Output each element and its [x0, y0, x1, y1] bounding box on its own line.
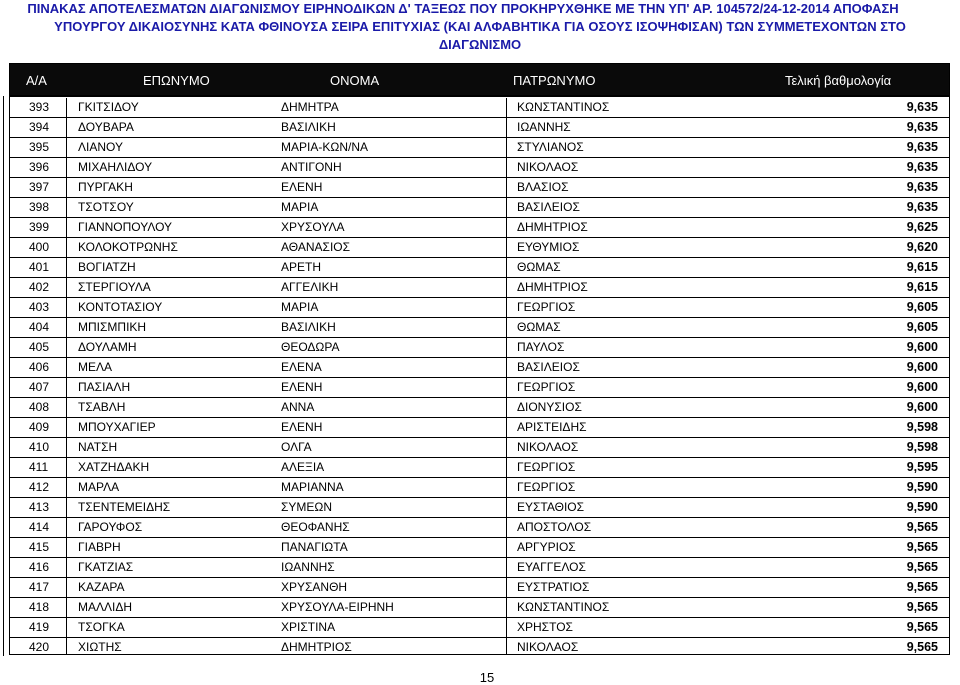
cell-name: ΑΛΕΞΙΑ [281, 460, 325, 474]
cell-surname: ΧΑΤΖΗΔΑΚΗ [66, 458, 270, 477]
cell-aa: 401 [29, 260, 50, 274]
cell-father-name: ΓΕΩΡΓΙΟΣ [506, 378, 750, 397]
cell-surname: ΓΙΑΒΡΗ [66, 538, 270, 557]
table-body [10, 98, 949, 655]
cell-name: ΑΝΤΙΓΟΝΗ [281, 160, 342, 174]
column-header-name: ΟΝΟΜΑ [330, 73, 380, 88]
cell-surname: ΔΟΥΒΑΡΑ [66, 118, 270, 137]
cell-surname: ΤΣΟΓΚΑ [66, 618, 270, 637]
cell-final-score: 9,600 [906, 380, 938, 394]
cell-final-score: 9,565 [906, 640, 938, 654]
cell-name: ΒΑΣΙΛΙΚΗ [281, 120, 336, 134]
cell-name: ΟΛΓΑ [281, 440, 312, 454]
cell-father-name: ΠΑΥΛΟΣ [506, 338, 750, 357]
cell-name: ΔΗΜΗΤΡΙΟΣ [281, 640, 352, 654]
cell-name: ΜΑΡΙΑ [281, 300, 319, 314]
table-row [10, 218, 949, 238]
cell-aa: 398 [29, 200, 50, 214]
cell-father-name: ΘΩΜΑΣ [506, 258, 750, 277]
cell-aa: 412 [29, 480, 50, 494]
cell-name: ΑΘΑΝΑΣΙΟΣ [281, 240, 351, 254]
table-row [10, 258, 949, 278]
table-row [10, 398, 949, 418]
cell-final-score: 9,605 [906, 300, 938, 314]
cell-name: ΜΑΡΙΑ-ΚΩΝ/ΝΑ [281, 140, 368, 154]
cell-father-name: ΑΡΙΣΤΕΙΔΗΣ [506, 418, 750, 437]
table-row [10, 598, 949, 618]
cell-aa: 416 [29, 560, 50, 574]
cell-final-score: 9,615 [906, 260, 938, 274]
table-row [10, 478, 949, 498]
cell-final-score: 9,605 [906, 320, 938, 334]
cell-final-score: 9,620 [906, 240, 938, 254]
cell-name: ΙΩΑΝΝΗΣ [281, 560, 335, 574]
cell-father-name: ΙΩΑΝΝΗΣ [506, 118, 750, 137]
column-header-aa: Α/Α [26, 73, 47, 88]
cell-final-score: 9,635 [906, 200, 938, 214]
cell-name: ΕΛΕΝΗ [281, 420, 323, 434]
cell-aa: 410 [29, 440, 50, 454]
cell-name: ΜΑΡΙΑ [281, 200, 319, 214]
cell-father-name: ΒΛΑΣΙΟΣ [506, 178, 750, 197]
cell-name: ΑΓΓΕΛΙΚΗ [281, 280, 339, 294]
cell-surname: ΔΟΥΛΑΜΗ [66, 338, 270, 357]
cell-aa: 393 [29, 100, 50, 114]
cell-name: ΧΡΥΣΟΥΛΑ-ΕΙΡΗΝΗ [281, 600, 394, 614]
cell-surname: ΧΙΩΤΗΣ [66, 638, 270, 655]
cell-father-name: ΣΤΥΛΙΑΝΟΣ [506, 138, 750, 157]
cell-name: ΔΗΜΗΤΡΑ [281, 100, 339, 114]
cell-surname: ΜΕΛΑ [66, 358, 270, 377]
table-row [10, 438, 949, 458]
table-row [10, 138, 949, 158]
cell-surname: ΠΥΡΓΑΚΗ [66, 178, 270, 197]
cell-name: ΘΕΟΦΑΝΗΣ [281, 520, 350, 534]
column-header-surname: ΕΠΩΝΥΜΟ [143, 73, 210, 88]
cell-father-name: ΚΩΝΣΤΑΝΤΙΝΟΣ [506, 598, 750, 617]
header-line-2: ΥΠΟΥΡΓΟΥ ΔΙΚΑΙΟΣΥΝΗΣ ΚΑΤΑ ΦΘΙΝΟΥΣΑ ΣΕΙΡΑ ΕΠΙΤΥΧΙΑΣ (ΚΑΙ ΑΛΦΑΒΗΤΙΚΑ ΓΙΑ ΟΣΟΥΣ ΙΣΟΨΗΦΙΣΑΝ) ΤΩΝ ΣΥΜΜΕΤΕΧΟΝΤΩΝ ΣΤΟ [54, 19, 906, 34]
cell-name: ΧΡΙΣΤΙΝΑ [281, 620, 336, 634]
cell-surname: ΚΑΖΑΡΑ [66, 578, 270, 597]
header-line-3: ΔΙΑΓΩΝΙΣΜΟ [438, 37, 522, 52]
cell-father-name: ΔΙΟΝΥΣΙΟΣ [506, 398, 750, 417]
cell-father-name: ΝΙΚΟΛΑΟΣ [506, 638, 750, 655]
cell-name: ΧΡΥΣΟΥΛΑ [281, 220, 345, 234]
cell-final-score: 9,590 [906, 500, 938, 514]
cell-father-name: ΔΗΜΗΤΡΙΟΣ [506, 278, 750, 297]
cell-name: ΕΛΕΝΑ [281, 360, 322, 374]
cell-father-name: ΑΠΟΣΤΟΛΟΣ [506, 518, 750, 537]
cell-final-score: 9,598 [906, 420, 938, 434]
table-row [10, 538, 949, 558]
cell-father-name: ΘΩΜΑΣ [506, 318, 750, 337]
document-header [0, 0, 960, 56]
cell-final-score: 9,600 [906, 340, 938, 354]
cell-final-score: 9,590 [906, 480, 938, 494]
table-row [10, 638, 949, 655]
cell-aa: 408 [29, 400, 50, 414]
cell-name: ΧΡΥΣΑΝΘΗ [281, 580, 348, 594]
cell-aa: 415 [29, 540, 50, 554]
cell-father-name: ΧΡΗΣΤΟΣ [506, 618, 750, 637]
cell-final-score: 9,615 [906, 280, 938, 294]
header-line-1: ΠΙΝΑΚΑΣ ΑΠΟΤΕΛΕΣΜΑΤΩΝ ΔΙΑΓΩΝΙΣΜΟΥ ΕΙΡΗΝΟΔΙΚΩΝ Δ' ΤΑΞΕΩΣ ΠΟΥ ΠΡΟΚΗΡΥΧΘΗΚΕ ΜΕ ΤΗΝ ΥΠ' ΑΡ. 104572/24-12-2014 ΑΠΟΦΑΣΗ [27, 1, 899, 16]
table-row [10, 618, 949, 638]
cell-final-score: 9,635 [906, 160, 938, 174]
cell-surname: ΜΑΛΛΙΔΗ [66, 598, 270, 617]
table-row [10, 318, 949, 338]
cell-final-score: 9,635 [906, 180, 938, 194]
cell-surname: ΓΚΑΤΖΙΑΣ [66, 558, 270, 577]
cell-final-score: 9,600 [906, 360, 938, 374]
cell-surname: ΜΠΟΥΧΑΓΙΕΡ [66, 418, 270, 437]
cell-surname: ΜΠΙΣΜΠΙΚΗ [66, 318, 270, 337]
cell-final-score: 9,565 [906, 540, 938, 554]
table-row [10, 558, 949, 578]
cell-final-score: 9,565 [906, 560, 938, 574]
table-row [10, 418, 949, 438]
cell-final-score: 9,635 [906, 120, 938, 134]
cell-final-score: 9,625 [906, 220, 938, 234]
cell-surname: ΚΟΝΤΟΤΑΣΙΟΥ [66, 298, 270, 317]
cell-father-name: ΕΥΣΤΡΑΤΙΟΣ [506, 578, 750, 597]
cell-surname: ΓΙΑΝΝΟΠΟΥΛΟΥ [66, 218, 270, 237]
cell-aa: 411 [29, 460, 49, 474]
table-row [10, 238, 949, 258]
cell-aa: 400 [29, 240, 50, 254]
cell-father-name: ΝΙΚΟΛΑΟΣ [506, 158, 750, 177]
cell-surname: ΒΟΓΙΑΤΖΗ [66, 258, 270, 277]
cell-aa: 402 [29, 280, 50, 294]
cell-aa: 417 [29, 580, 50, 594]
column-header-final-score: Τελική βαθμολογία [785, 73, 892, 88]
cell-surname: ΓΚΙΤΣΙΔΟΥ [66, 98, 270, 117]
column-header-father-name: ΠΑΤΡΩΝΥΜΟ [513, 73, 596, 88]
cell-final-score: 9,598 [906, 440, 938, 454]
cell-name: ΣΥΜΕΩΝ [281, 500, 333, 514]
cell-aa: 396 [29, 160, 50, 174]
cell-final-score: 9,600 [906, 400, 938, 414]
cell-final-score: 9,565 [906, 580, 938, 594]
cell-surname: ΠΑΣΙΑΛΗ [66, 378, 270, 397]
cell-aa: 403 [29, 300, 50, 314]
cell-aa: 407 [29, 380, 50, 394]
cell-surname: ΜΙΧΑΗΛΙΔΟΥ [66, 158, 270, 177]
cell-aa: 419 [29, 620, 50, 634]
cell-surname: ΜΑΡΛΑ [66, 478, 270, 497]
cell-father-name: ΕΥΣΤΑΘΙΟΣ [506, 498, 750, 517]
table-row [10, 458, 949, 478]
cell-father-name: ΕΥΑΓΓΕΛΟΣ [506, 558, 750, 577]
left-border-line [3, 96, 4, 656]
cell-final-score: 9,565 [906, 520, 938, 534]
cell-surname: ΤΣΟΤΣΟΥ [66, 198, 270, 217]
table-row [10, 378, 949, 398]
cell-aa: 414 [29, 520, 50, 534]
cell-name: ΑΡΕΤΗ [281, 260, 322, 274]
table-row [10, 158, 949, 178]
table-row [10, 358, 949, 378]
cell-aa: 395 [29, 140, 50, 154]
cell-surname: ΚΟΛΟΚΟΤΡΩΝΗΣ [66, 238, 270, 257]
cell-aa: 413 [29, 500, 50, 514]
cell-final-score: 9,565 [906, 620, 938, 634]
table-row [10, 518, 949, 538]
cell-aa: 404 [29, 320, 50, 334]
cell-aa: 409 [29, 420, 50, 434]
cell-father-name: ΚΩΝΣΤΑΝΤΙΝΟΣ [506, 98, 750, 117]
cell-name: ΠΑΝΑΓΙΩΤΑ [281, 540, 348, 554]
table-header-row [10, 64, 949, 97]
cell-name: ΘΕΟΔΩΡΑ [281, 340, 340, 354]
results-table [9, 63, 950, 655]
cell-father-name: ΓΕΩΡΓΙΟΣ [506, 298, 750, 317]
cell-final-score: 9,595 [906, 460, 938, 474]
cell-aa: 397 [29, 180, 50, 194]
table-row [10, 578, 949, 598]
cell-name: ΕΛΕΝΗ [281, 380, 323, 394]
cell-surname: ΝΑΤΣΗ [66, 438, 270, 457]
cell-aa: 394 [29, 120, 50, 134]
cell-final-score: 9,635 [906, 100, 938, 114]
cell-father-name: ΑΡΓΥΡΙΟΣ [506, 538, 750, 557]
table-row [10, 338, 949, 358]
table-row [10, 198, 949, 218]
cell-father-name: ΓΕΩΡΓΙΟΣ [506, 458, 750, 477]
cell-final-score: 9,635 [906, 140, 938, 154]
table-row [10, 178, 949, 198]
cell-aa: 418 [29, 600, 50, 614]
cell-name: ΜΑΡΙΑΝΝΑ [281, 480, 344, 494]
cell-father-name: ΝΙΚΟΛΑΟΣ [506, 438, 750, 457]
cell-name: ΑΝΝΑ [281, 400, 315, 414]
cell-surname: ΤΣΕΝΤΕΜΕΙΔΗΣ [66, 498, 270, 517]
table-row [10, 98, 949, 118]
cell-father-name: ΓΕΩΡΓΙΟΣ [506, 478, 750, 497]
cell-aa: 406 [29, 360, 50, 374]
cell-father-name: ΕΥΘΥΜΙΟΣ [506, 238, 750, 257]
cell-surname: ΓΑΡΟΥΦΟΣ [66, 518, 270, 537]
cell-aa: 399 [29, 220, 50, 234]
cell-father-name: ΒΑΣΙΛΕΙΟΣ [506, 198, 750, 217]
cell-surname: ΛΙΑΝΟΥ [66, 138, 270, 157]
cell-name: ΕΛΕΝΗ [281, 180, 323, 194]
cell-surname: ΤΣΑΒΛΗ [66, 398, 270, 417]
table-row [10, 278, 949, 298]
cell-aa: 420 [29, 640, 50, 654]
page-number: 15 [479, 670, 495, 685]
cell-name: ΒΑΣΙΛΙΚΗ [281, 320, 336, 334]
table-row [10, 498, 949, 518]
cell-final-score: 9,565 [906, 600, 938, 614]
cell-surname: ΣΤΕΡΓΙΟΥΛΑ [66, 278, 270, 297]
cell-aa: 405 [29, 340, 50, 354]
table-row [10, 118, 949, 138]
cell-father-name: ΔΗΜΗΤΡΙΟΣ [506, 218, 750, 237]
cell-father-name: ΒΑΣΙΛΕΙΟΣ [506, 358, 750, 377]
table-row [10, 298, 949, 318]
